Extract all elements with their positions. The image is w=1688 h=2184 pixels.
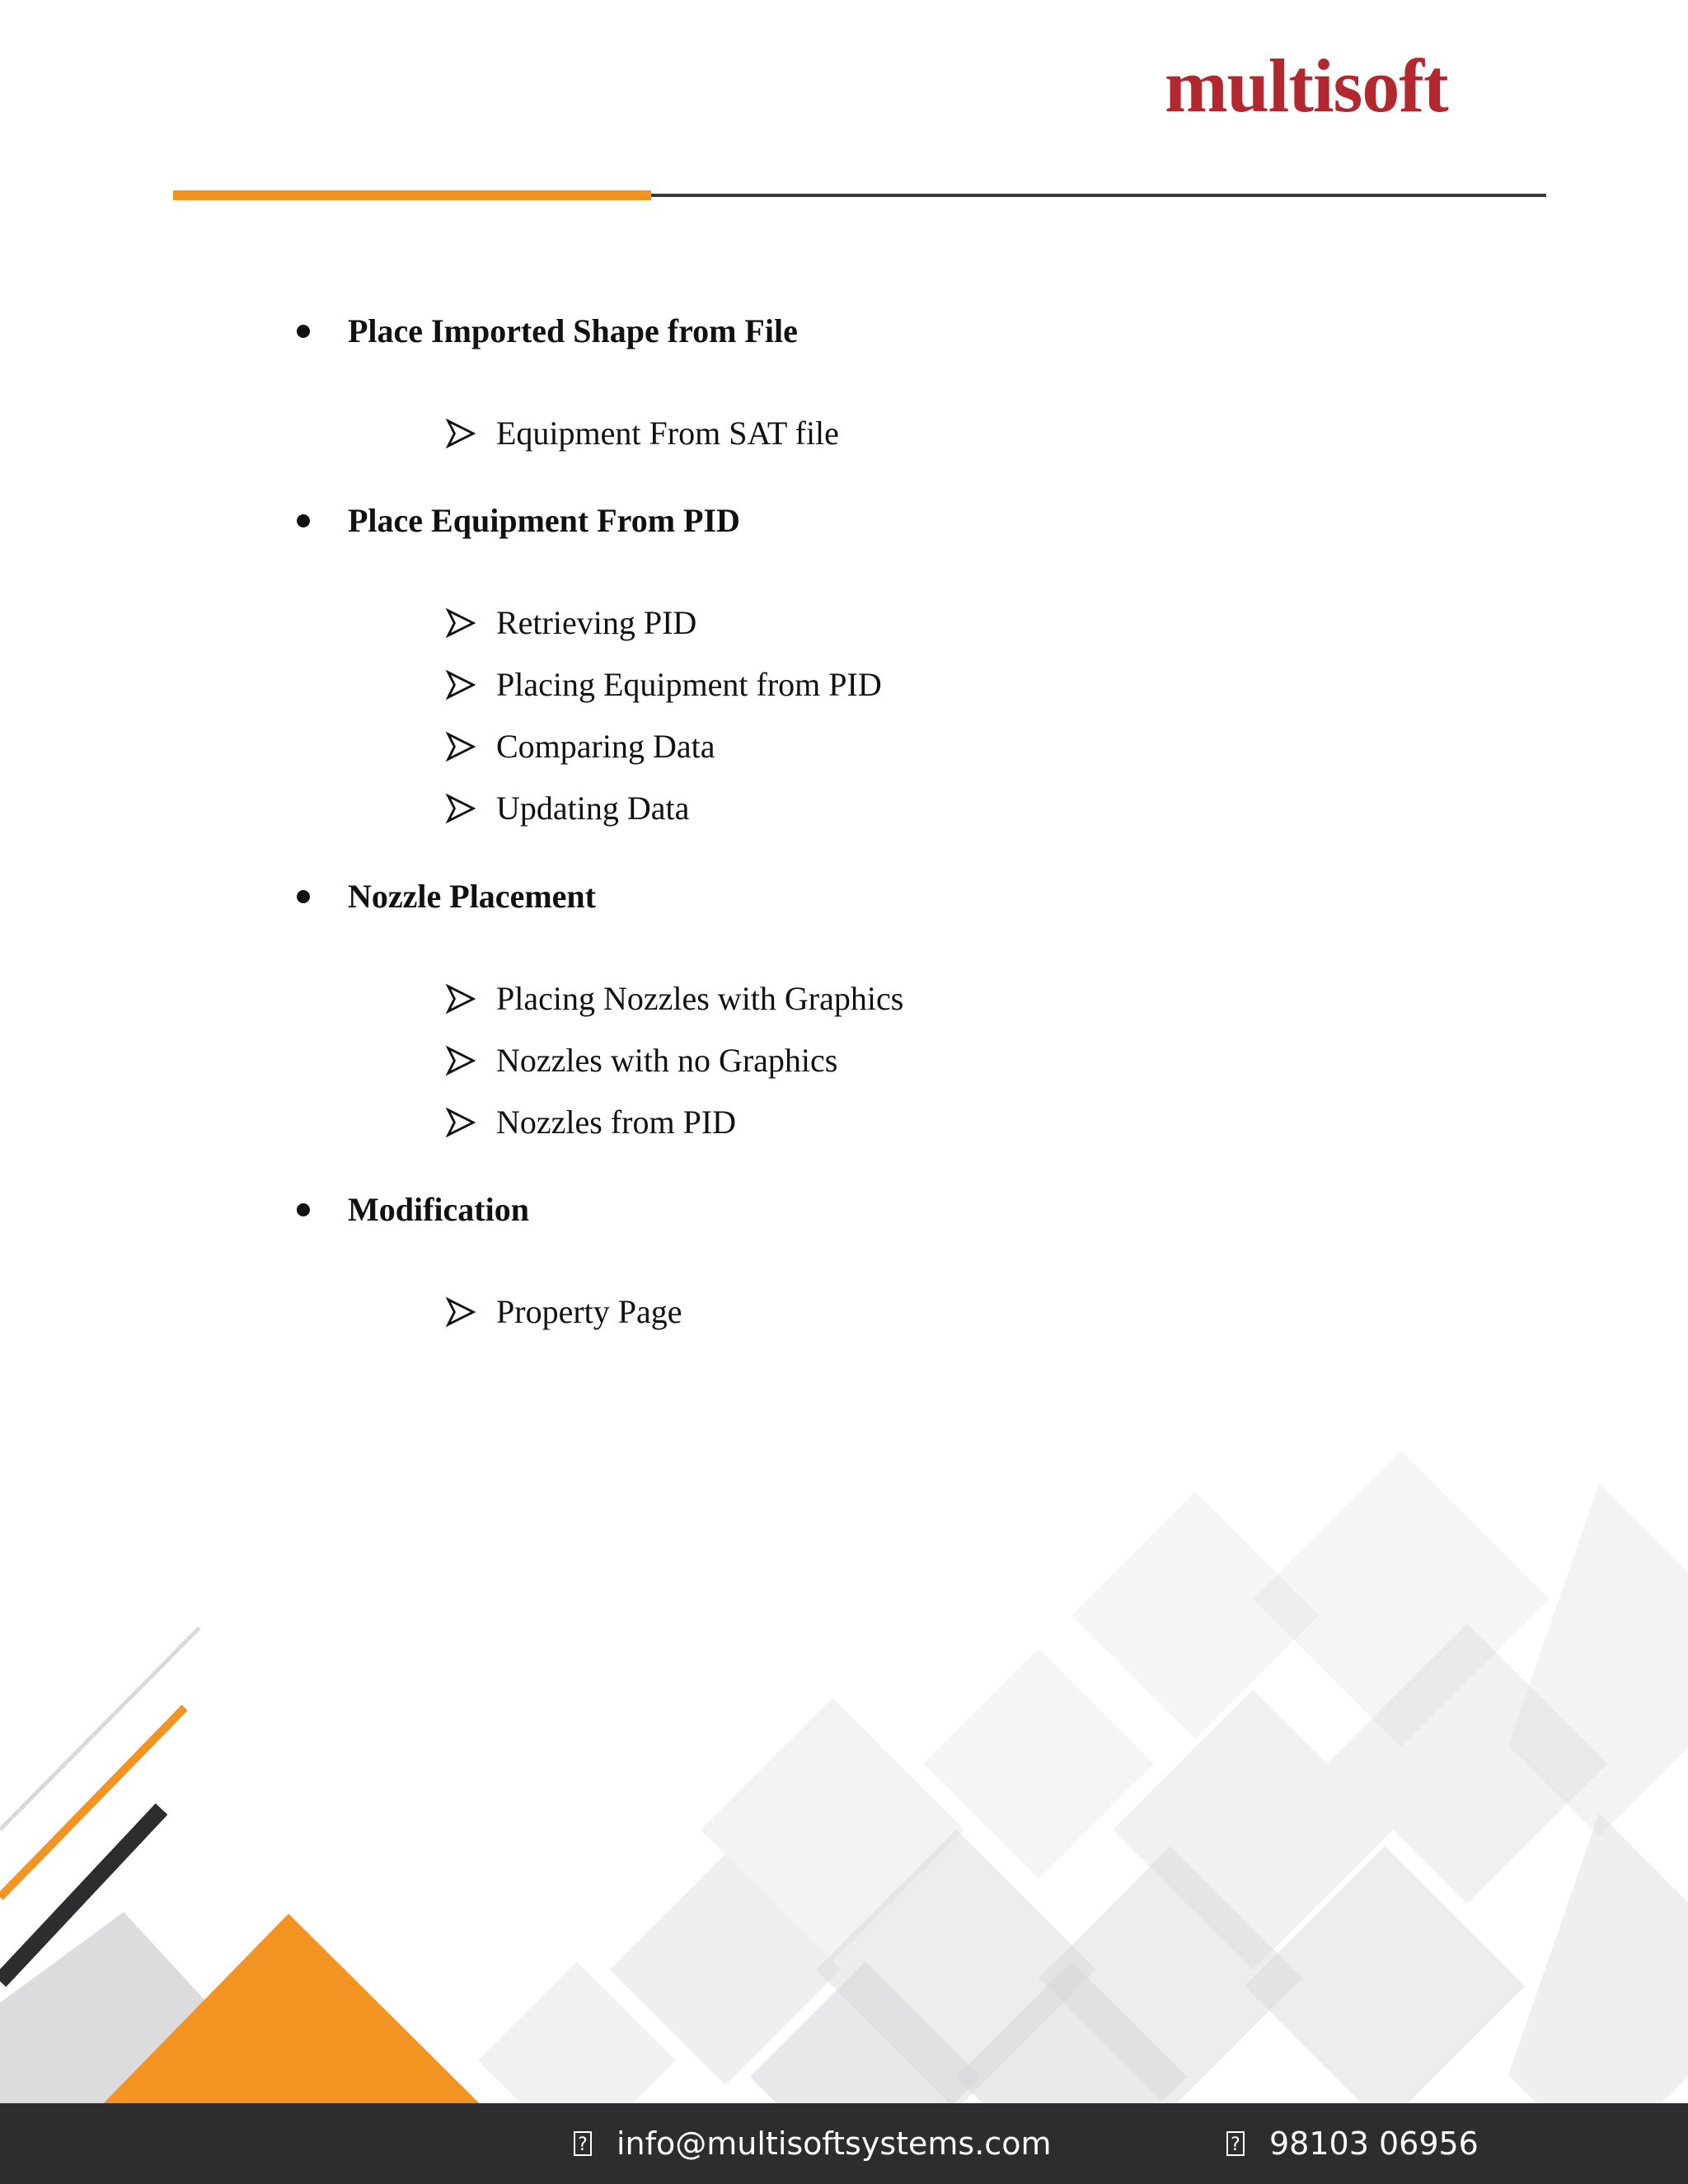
footer-email[interactable] — [574, 2103, 1051, 2184]
brand-logo: multisoft — [1165, 44, 1448, 128]
section-item — [297, 307, 798, 356]
header-rule-accent — [173, 190, 651, 200]
sub-item — [445, 1289, 682, 1335]
sub-item — [445, 600, 696, 646]
envelope-icon: ? — [574, 2131, 592, 2156]
arrowhead-bullet-icon — [445, 793, 476, 824]
arrowhead-bullet-icon — [445, 1107, 476, 1138]
arrowhead-bullet-icon — [445, 418, 476, 449]
bullet-icon — [297, 325, 310, 338]
sub-item-label: Property Page — [496, 1293, 682, 1330]
arrowhead-bullet-icon — [445, 731, 476, 762]
section-title: Place Equipment From PID — [348, 502, 740, 539]
sub-item-label: Placing Nozzles with Graphics — [496, 980, 904, 1017]
phone-text[interactable]: 98103 06956 — [1269, 2125, 1479, 2162]
arrowhead-bullet-icon — [445, 1296, 476, 1328]
bullet-icon — [297, 890, 310, 903]
sub-item-label: Equipment From SAT file — [496, 415, 839, 452]
header-rule — [651, 194, 1546, 197]
sub-item-label: Comparing Data — [496, 728, 715, 765]
bullet-icon — [297, 1203, 310, 1216]
section-item — [297, 1185, 529, 1235]
sub-item-label: Nozzles with no Graphics — [496, 1042, 838, 1079]
sub-item — [445, 1099, 736, 1146]
sub-item-label: Updating Data — [496, 790, 690, 827]
sub-item-label: Retrieving PID — [496, 604, 697, 641]
arrowhead-bullet-icon — [445, 983, 476, 1015]
sub-item — [445, 410, 839, 457]
sub-item — [445, 785, 689, 832]
section-title: Modification — [348, 1191, 529, 1228]
sub-item — [445, 976, 903, 1022]
email-text[interactable]: info@multisoftsystems.com — [617, 2125, 1052, 2162]
section-title: Place Imported Shape from File — [348, 312, 798, 349]
arrowhead-bullet-icon — [445, 607, 476, 639]
footer-phone[interactable] — [1226, 2103, 1479, 2184]
sub-item — [445, 1038, 837, 1084]
arrowhead-bullet-icon — [445, 1045, 476, 1076]
section-item — [297, 872, 596, 921]
bullet-icon — [297, 514, 310, 527]
sub-item-label: Nozzles from PID — [496, 1104, 737, 1141]
phone-icon: ? — [1226, 2131, 1245, 2156]
sub-item — [445, 724, 715, 770]
sub-item-label: Placing Equipment from PID — [496, 666, 882, 703]
arrowhead-bullet-icon — [445, 669, 476, 701]
section-title: Nozzle Placement — [348, 878, 596, 915]
sub-item — [445, 662, 882, 708]
section-item — [297, 496, 740, 546]
